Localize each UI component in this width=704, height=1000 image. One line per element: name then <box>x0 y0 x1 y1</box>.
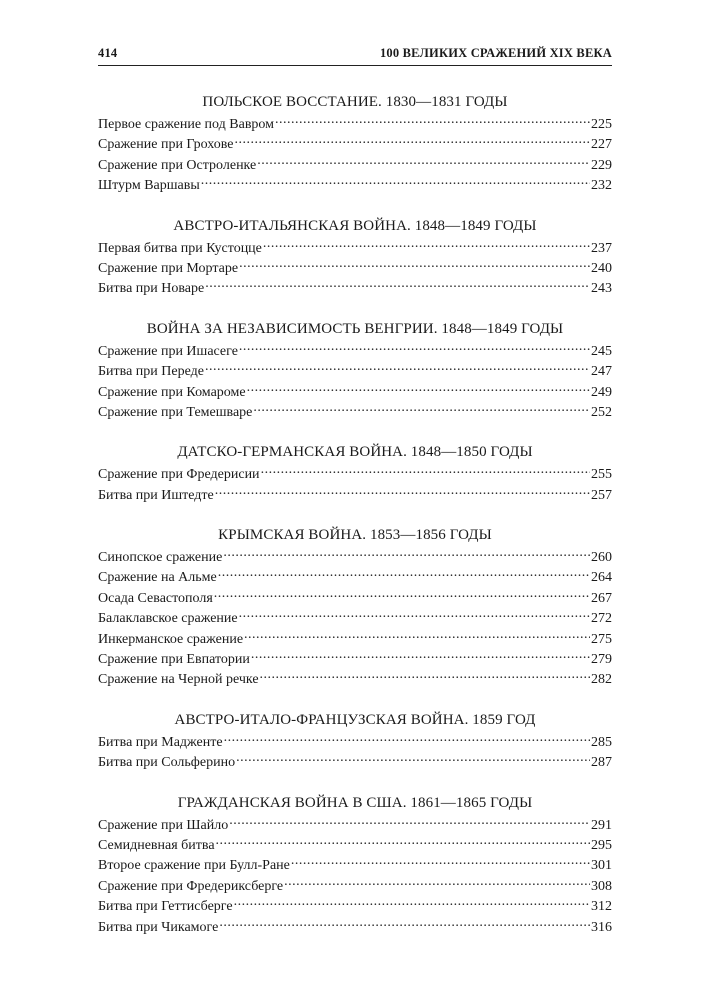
toc-entry <box>98 876 612 896</box>
entry-label: Балаклавское сражение <box>98 611 238 627</box>
dot-leader <box>234 896 590 910</box>
entry-page-number: 227 <box>591 137 612 153</box>
entry-page-number: 267 <box>591 590 612 606</box>
entry-page-number: 287 <box>591 755 612 771</box>
entry-label: Штурм Варшавы <box>98 178 200 194</box>
entry-page-number: 245 <box>591 343 612 359</box>
toc-entry <box>98 917 612 937</box>
dot-leader <box>239 608 590 622</box>
entry-label: Синопское сражение <box>98 550 223 566</box>
entry-label: Первое сражение под Вавром <box>98 117 275 132</box>
dot-leader <box>223 547 590 561</box>
book-title: 100 ВЕЛИКИХ СРАЖЕНИЙ XIX ВЕКА <box>379 46 612 60</box>
toc-entry <box>98 547 612 567</box>
section-title: АВСТРО-ИТАЛО-ФРАНЦУЗСКАЯ ВОЙНА. 1859 ГОД <box>174 711 536 728</box>
dot-leader <box>263 238 590 252</box>
dot-leader <box>284 876 590 890</box>
entry-label: Инкерманское сражение <box>98 631 244 647</box>
dot-leader <box>214 588 590 602</box>
dot-leader <box>291 855 590 869</box>
toc-entry <box>98 588 612 608</box>
dot-leader <box>244 629 590 643</box>
section-title: АВСТРО-ИТАЛЬЯНСКАЯ ВОЙНА. 1848—1849 ГОДЫ <box>173 217 537 234</box>
entry-label: Сражение при Ишасеге <box>98 343 238 359</box>
entry-page-number: 279 <box>591 652 612 668</box>
entry-page-number: 272 <box>591 611 612 627</box>
entry-label: Битва при Переде <box>98 364 204 380</box>
toc-entry <box>98 402 612 422</box>
entry-page-number: 229 <box>591 157 612 173</box>
entry-page-number: 316 <box>591 919 612 935</box>
entry-label: Сражение при Комароме <box>98 384 246 400</box>
entry-label: Сражение при Шайло <box>98 817 229 833</box>
dot-leader <box>205 278 590 292</box>
toc-entry <box>98 134 612 154</box>
toc-entry <box>98 485 612 505</box>
entry-label: Первая битва при Кустоцце <box>98 240 262 256</box>
dot-leader <box>247 382 590 396</box>
toc-entry <box>98 175 612 195</box>
toc-section <box>98 319 612 423</box>
entry-page-number: 237 <box>591 240 612 256</box>
toc-entry <box>98 629 612 649</box>
dot-leader <box>216 835 590 849</box>
toc-entry <box>98 896 612 916</box>
section-title: КРЫМСКАЯ ВОЙНА. 1853—1856 ГОДЫ <box>218 527 492 544</box>
toc-entry <box>98 855 612 875</box>
toc-section <box>98 92 612 196</box>
entry-page-number: 243 <box>591 281 612 297</box>
entry-page-number: 232 <box>591 178 612 194</box>
toc-entry <box>98 258 612 278</box>
section-title: ГРАЖДАНСКАЯ ВОЙНА В США. 1861—1865 ГОДЫ <box>177 794 533 811</box>
entry-label: Битва при Сольферино <box>98 755 236 771</box>
entry-label: Сражение при Мортаре <box>98 260 239 276</box>
toc-entry <box>98 464 612 484</box>
entry-page-number: 240 <box>591 260 612 276</box>
toc-entry <box>98 361 612 381</box>
toc-entry <box>98 608 612 628</box>
toc-entry <box>98 835 612 855</box>
book-page <box>98 0 612 1000</box>
dot-leader <box>205 361 590 375</box>
dot-leader <box>239 341 590 355</box>
dot-leader <box>219 917 590 931</box>
entry-page-number: 301 <box>591 858 612 874</box>
dot-leader <box>201 175 590 189</box>
entry-page-number: 247 <box>591 364 612 380</box>
toc-section <box>98 710 612 773</box>
toc-section <box>98 216 612 299</box>
section-title: ДАТСКО-ГЕРМАНСКАЯ ВОЙНА. 1848—1850 ГОДЫ <box>177 444 533 461</box>
entry-label: Семидневная битва <box>98 837 215 853</box>
dot-leader <box>260 669 590 683</box>
section-title: ПОЛЬСКОЕ ВОССТАНИЕ. 1830—1831 ГОДЫ <box>202 94 508 110</box>
dot-leader <box>275 114 590 128</box>
entry-label: Второе сражение при Булл-Ране <box>98 858 290 874</box>
dot-leader <box>218 567 590 581</box>
page-number: 414 <box>98 46 118 60</box>
entry-label: Битва при Новаре <box>98 281 205 297</box>
entry-label: Сражение на Черной речке <box>98 672 259 688</box>
entry-label: Битва при Чикамоге <box>98 919 219 935</box>
table-of-contents <box>98 92 612 957</box>
dot-leader <box>224 732 590 746</box>
entry-page-number: 295 <box>591 837 612 853</box>
entry-page-number: 312 <box>591 899 612 915</box>
entry-label: Сражение при Фредериксберге <box>98 878 284 894</box>
header-rule <box>98 65 612 66</box>
entry-page-number: 308 <box>591 878 612 894</box>
entry-label: Сражение при Грохове <box>98 137 234 153</box>
toc-entry <box>98 567 612 587</box>
toc-section <box>98 442 612 505</box>
entry-page-number: 255 <box>591 467 612 483</box>
entry-page-number: 264 <box>591 570 612 586</box>
entry-label: Сражение при Фредерисии <box>98 467 260 483</box>
entry-label: Битва при Мадженте <box>98 734 223 750</box>
entry-page-number: 282 <box>591 672 612 688</box>
entry-page-number: 291 <box>591 817 612 833</box>
entry-label: Сражение при Евпатории <box>98 652 250 668</box>
dot-leader <box>261 464 590 478</box>
dot-leader <box>257 155 590 169</box>
dot-leader <box>215 485 590 499</box>
section-title: ВОЙНА ЗА НЕЗАВИСИМОСТЬ ВЕНГРИИ. 1848—1849 ГОДЫ <box>146 320 564 337</box>
toc-entry <box>98 732 612 752</box>
dot-leader <box>251 649 590 663</box>
dot-leader <box>235 134 590 148</box>
entry-page-number: 285 <box>591 734 612 750</box>
toc-entry <box>98 278 612 298</box>
toc-entry <box>98 382 612 402</box>
entry-label: Сражение при Темешваре <box>98 404 253 420</box>
entry-page-number: 249 <box>591 384 612 400</box>
entry-label: Осада Севастополя <box>98 590 213 606</box>
entry-label: Битва при Иштедте <box>98 487 214 503</box>
dot-leader <box>253 402 590 416</box>
entry-page-number: 252 <box>591 404 612 420</box>
toc-section <box>98 793 612 937</box>
dot-leader <box>236 752 590 766</box>
entry-page-number: 225 <box>591 117 612 132</box>
toc-section <box>98 525 612 690</box>
toc-entry <box>98 341 612 361</box>
dot-leader <box>239 258 590 272</box>
entry-page-number: 275 <box>591 631 612 647</box>
entry-page-number: 257 <box>591 487 612 503</box>
entry-label: Битва при Геттисберге <box>98 899 233 915</box>
toc-entry <box>98 155 612 175</box>
toc-entry <box>98 815 612 835</box>
entry-label: Сражение на Альме <box>98 570 217 586</box>
toc-entry <box>98 114 612 134</box>
dot-leader <box>229 815 590 829</box>
toc-entry <box>98 752 612 772</box>
toc-entry <box>98 649 612 669</box>
running-head <box>98 44 612 64</box>
toc-entry <box>98 669 612 689</box>
entry-label: Сражение при Остроленке <box>98 157 257 173</box>
toc-entry <box>98 238 612 258</box>
entry-page-number: 260 <box>591 550 612 566</box>
